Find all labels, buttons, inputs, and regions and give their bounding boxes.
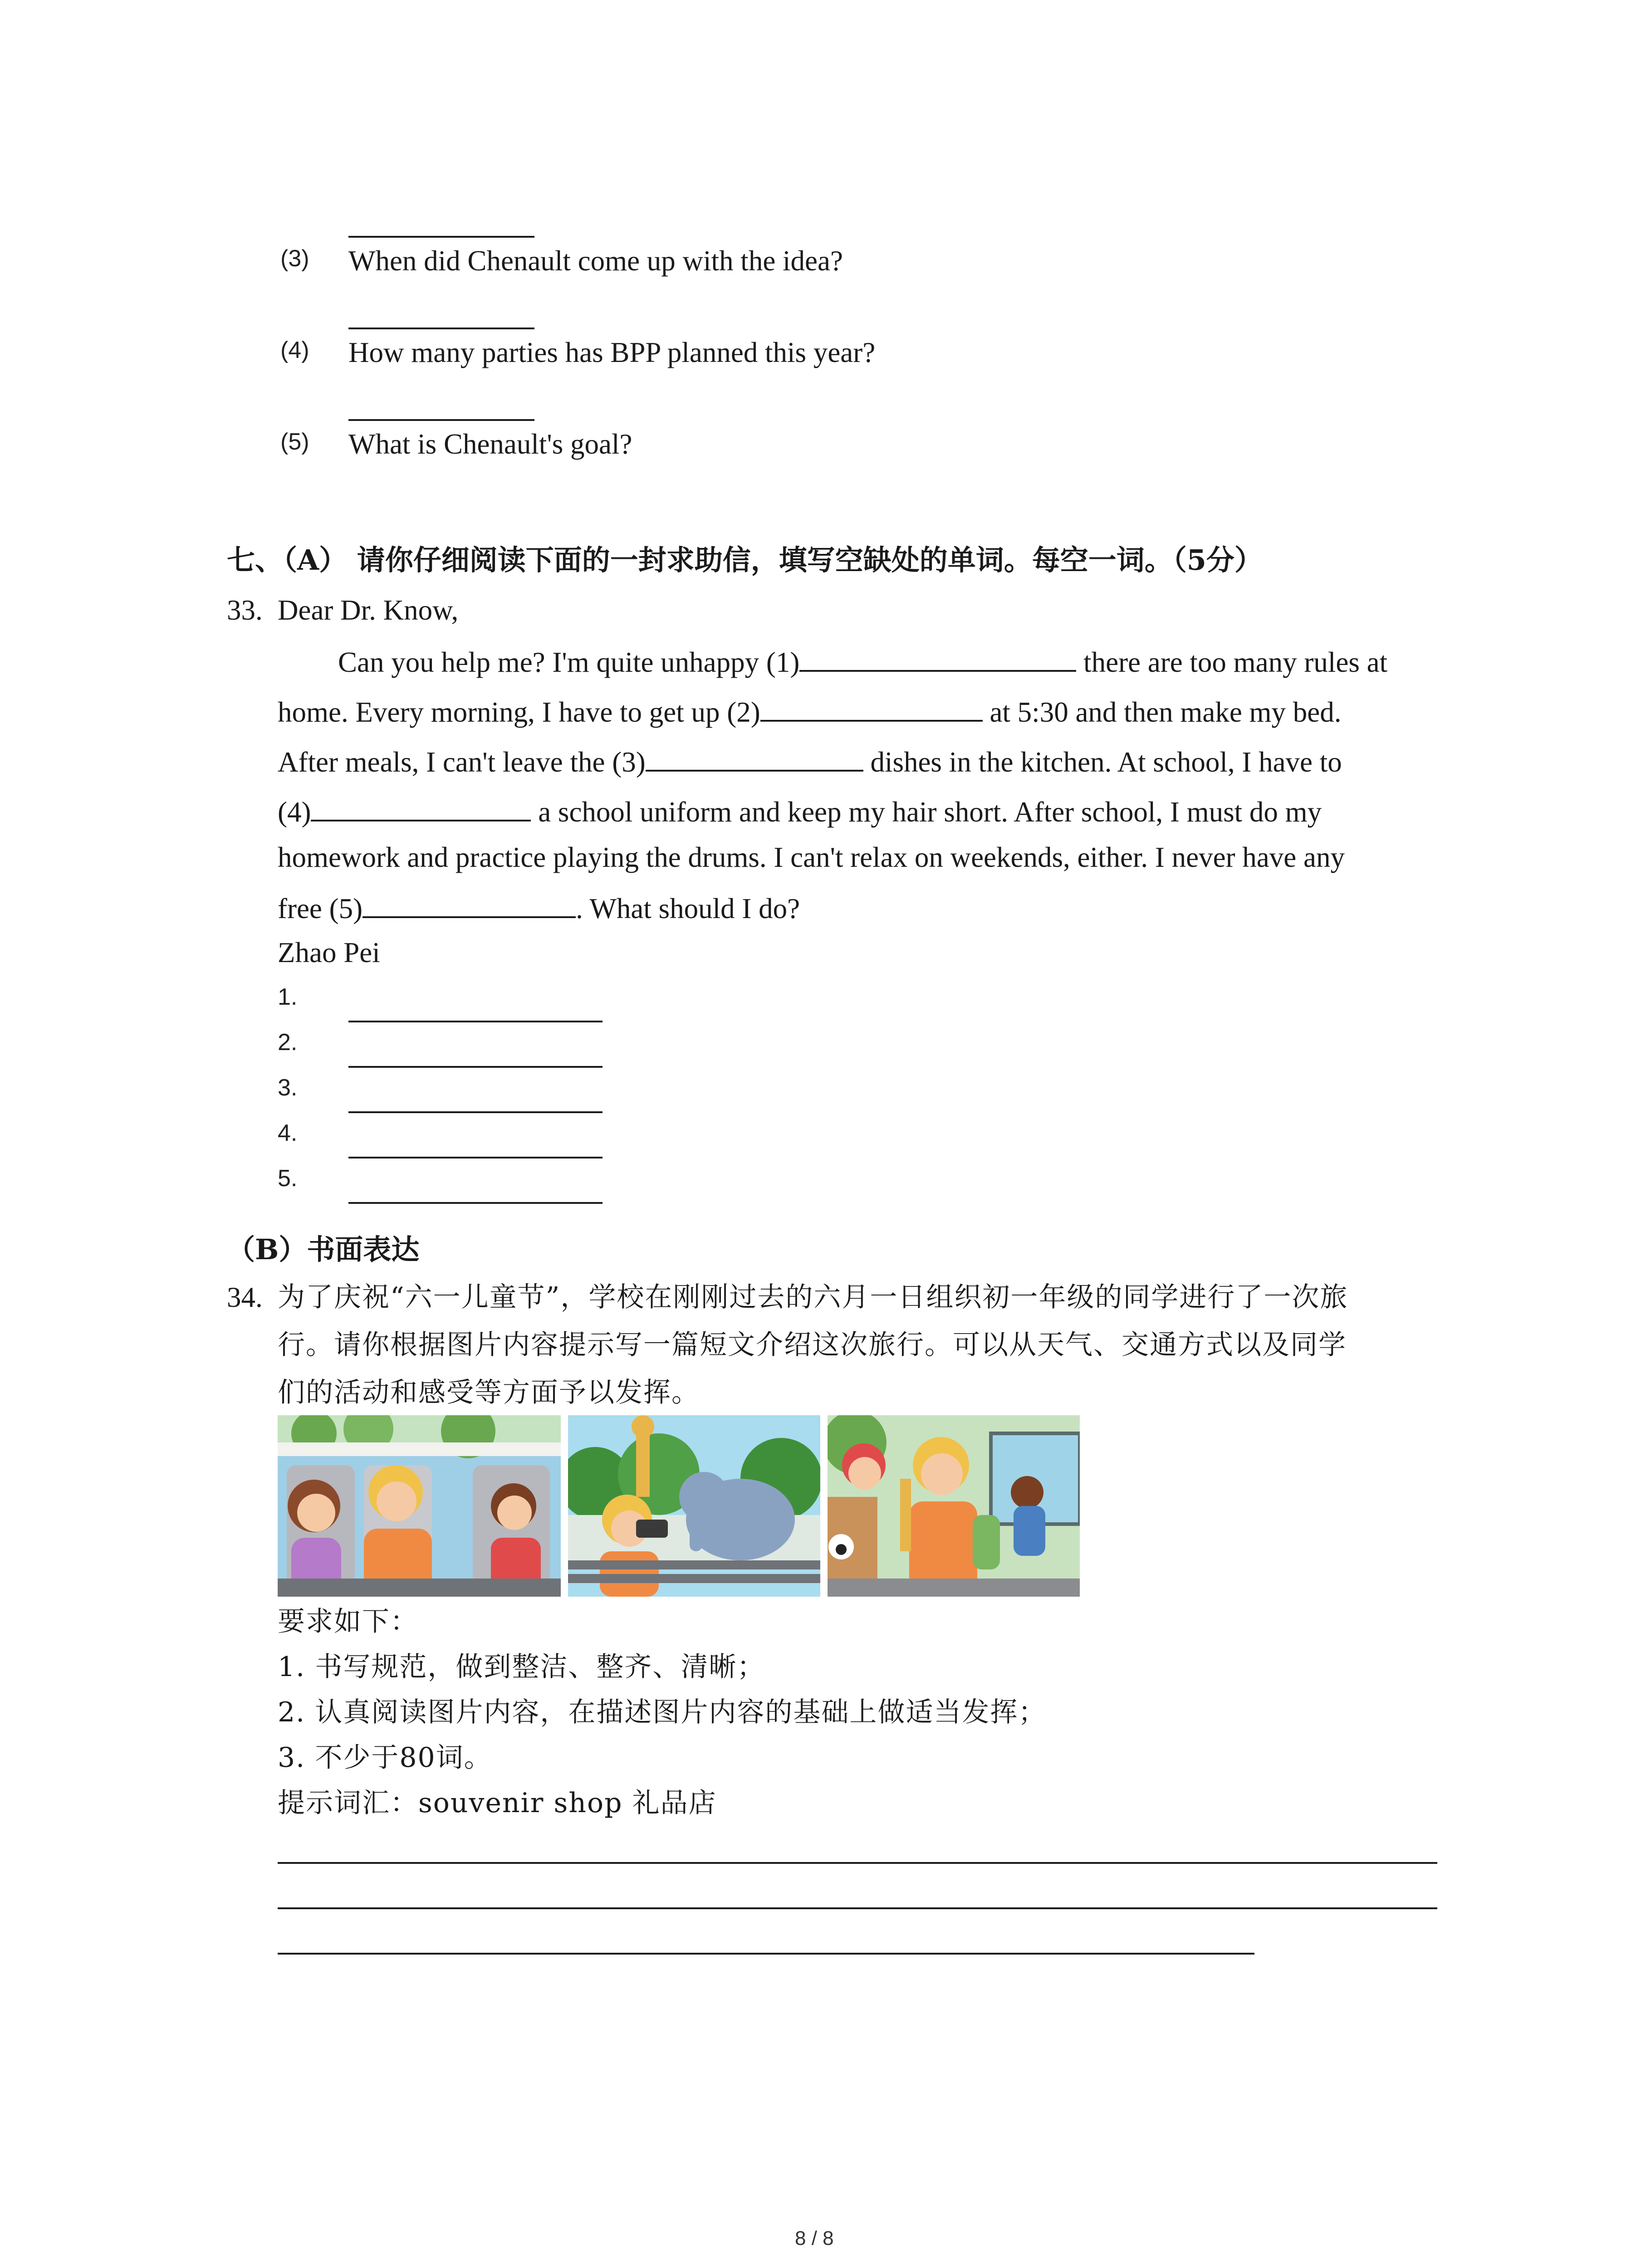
page-number: 8 / 8 <box>795 2227 834 2249</box>
section-heading: 七、（A） 请你仔细阅读下面的一封求助信，填写空缺处的单词。每空一词。（5分） <box>227 543 1263 577</box>
blank-1[interactable] <box>799 642 1076 672</box>
answer-line-4[interactable] <box>348 1157 603 1158</box>
souvenir-shop-illustration <box>828 1415 1080 1597</box>
letter-text: . What should I do? <box>576 893 800 924</box>
bus-trip-illustration <box>278 1415 561 1597</box>
answer-line-q3[interactable] <box>348 236 534 238</box>
question-marker: (3) <box>280 245 309 272</box>
question-text: How many parties has BPP planned this year? <box>348 337 876 368</box>
answer-line-5[interactable] <box>348 1202 603 1204</box>
blank-3[interactable] <box>646 742 863 772</box>
letter-text: After meals, I can't leave the (3) <box>278 746 646 778</box>
letter-text: there are too many rules at <box>1083 646 1388 678</box>
letter-text: free (5) <box>278 893 363 924</box>
answer-line-3[interactable] <box>348 1111 603 1113</box>
letter-line <box>278 792 1322 830</box>
letter-line <box>278 692 1342 730</box>
letter-text: home. Every morning, I have to get up (2) <box>278 696 760 728</box>
letter-text: dishes in the kitchen. At school, I have to <box>870 746 1342 778</box>
writing-line[interactable] <box>278 1907 1437 1909</box>
blank-5[interactable] <box>362 888 576 918</box>
question-marker: (4) <box>280 337 309 363</box>
question-number: 34. <box>227 1281 263 1313</box>
letter-salutation: Dear Dr. Know, <box>278 594 459 626</box>
question-number: 33. <box>227 594 263 626</box>
hint-vocabulary: 提示词汇：souvenir shop 礼品店 <box>278 1787 717 1819</box>
letter-line: homework and practice playing the drums. I can't relax on weekends, either. I never have any <box>278 841 1345 873</box>
letter-text: a school uniform and keep my hair short. After school, I must do my <box>538 796 1322 828</box>
letter-text: at 5:30 and then make my bed. <box>989 696 1342 728</box>
prompt-line: 为了庆祝“六一儿童节”，学校在刚刚过去的六月一日组织初一年级的同学进行了一次旅 <box>278 1281 1348 1313</box>
requirements-title: 要求如下： <box>278 1606 418 1637</box>
answer-number: 2. <box>278 1029 298 1056</box>
question-text: What is Chenault's goal? <box>348 428 632 460</box>
requirement-item: 3. 不少于80词。 <box>278 1742 492 1774</box>
question-text: When did Chenault come up with the idea? <box>348 245 843 277</box>
blank-2[interactable] <box>760 692 983 722</box>
answer-number: 5. <box>278 1165 298 1192</box>
prompt-line: 行。请你根据图片内容提示写一篇短文介绍这次旅行。可以从天气、交通方式以及同学 <box>278 1329 1347 1361</box>
letter-text: (4) <box>278 796 311 828</box>
answer-line-q5[interactable] <box>348 419 534 421</box>
requirement-item: 1. 书写规范，做到整洁、整齐、清晰； <box>278 1651 765 1683</box>
answer-line-2[interactable] <box>348 1066 603 1068</box>
prompt-line: 们的活动和感受等方面予以发挥。 <box>278 1377 700 1408</box>
writing-line[interactable] <box>278 1953 1254 1955</box>
blank-4[interactable] <box>311 792 531 821</box>
writing-line[interactable] <box>278 1862 1437 1864</box>
section-heading: （B）书面表达 <box>227 1233 420 1266</box>
letter-line <box>338 642 1387 680</box>
letter-text: Can you help me? I'm quite unhappy (1) <box>338 646 800 678</box>
answer-line-1[interactable] <box>348 1021 603 1022</box>
answer-number: 3. <box>278 1075 298 1101</box>
letter-line <box>278 888 800 927</box>
answer-number: 4. <box>278 1120 298 1146</box>
question-marker: (5) <box>280 429 309 455</box>
zoo-elephant-illustration <box>568 1415 820 1597</box>
letter-signature: Zhao Pei <box>278 937 380 968</box>
letter-line <box>278 742 1342 780</box>
answer-line-q4[interactable] <box>348 327 534 329</box>
requirement-item: 2. 认真阅读图片内容，在描述图片内容的基础上做适当发挥； <box>278 1696 1047 1728</box>
answer-number: 1. <box>278 984 298 1010</box>
